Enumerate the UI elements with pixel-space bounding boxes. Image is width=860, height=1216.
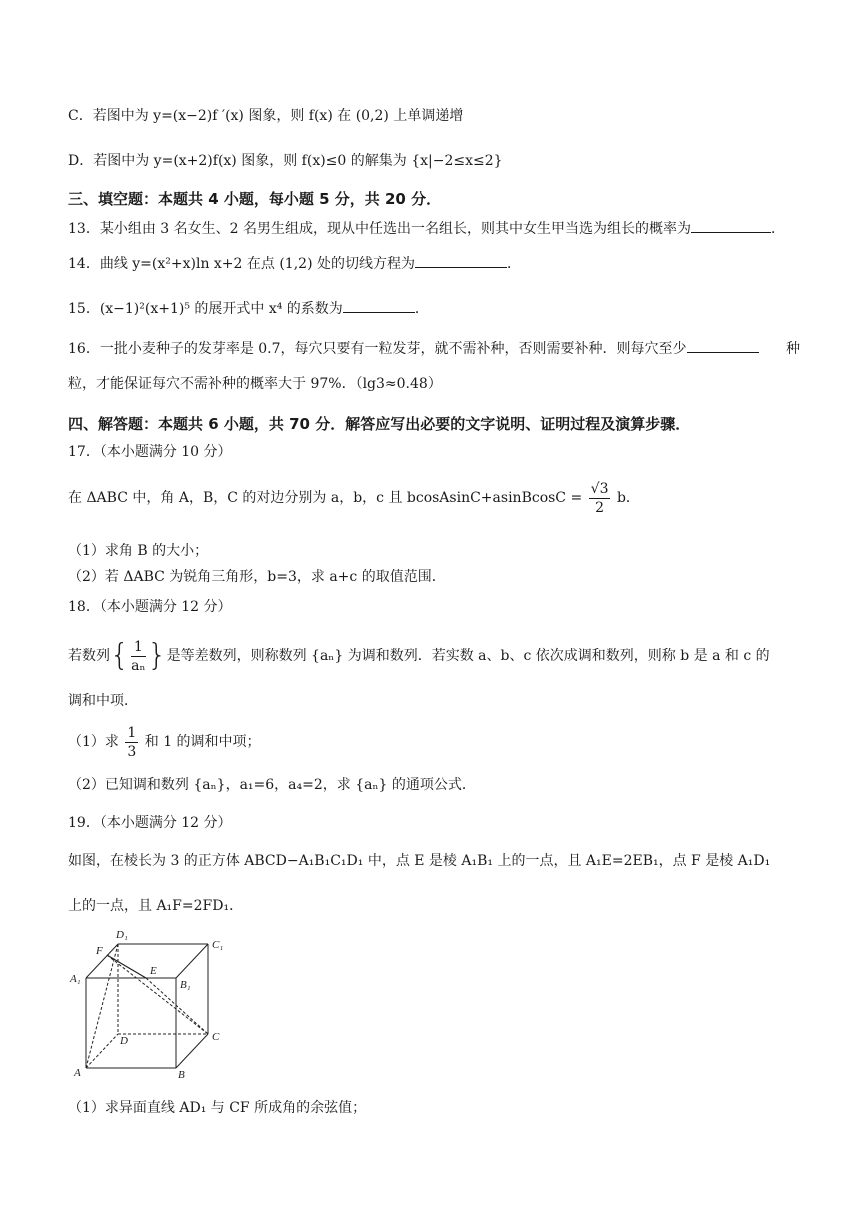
q14-text: 14．曲线 y=(x²+x)ln x+2 在点 (1,2) 处的切线方程为 [68,256,415,272]
segment-f-e [107,955,146,978]
label-d: D [120,1035,128,1047]
q18-part-1-fraction [125,724,138,761]
question-13: 13．某小组由 3 名女生、2 名男生组成，现从中任选出一名组长，则其中女生甲当选为组长的概率为 ． [68,218,800,240]
q17-stem-end: b． [616,490,640,506]
label-b1: B₁ [180,979,191,991]
cube-figure [68,926,228,1086]
q18-fraction-numerator: 1 [131,638,145,657]
q15-text: 15．(x−1)²(x+1)⁵ 的展开式中 x⁴ 的系数为 [68,301,343,317]
q18-stem-continued: 调和中项． [68,693,138,709]
edge-b1-c1 [176,944,208,978]
section-3-heading: 三、填空题：本题共 4 小题，每小题 5 分，共 20 分． [68,190,442,208]
edge-b-c [176,1034,208,1068]
q18-heading: 18．（本小题满分 12 分） [68,599,232,615]
q17-fraction [589,480,611,517]
section-4-heading: 四、解答题：本题共 6 小题，共 70 分．解答应写出必要的文字说明、证明过程及演算步骤． [68,415,691,433]
q17-fraction-numerator: √3 [590,480,609,497]
label-e: E [150,965,157,977]
q18-part-1 [68,720,800,764]
q16-text-a: 16．一批小麦种子的发芽率是 0.7，每穴只要有一粒发芽，就不需补种，否则需要补种．则每穴至少 [68,341,687,357]
segment-a-d1 [86,944,118,1068]
question-14: 14．曲线 y=(x²+x)ln x+2 在点 (1,2) 处的切线方程为 ． [68,253,800,275]
q18-part-1-denominator: 3 [127,743,137,760]
segment-f-c [107,955,208,1034]
segment-e-c [146,978,208,1034]
q18-part-1-numerator: 1 [127,724,137,741]
label-c: C [212,1031,220,1043]
q18-part-2: （2）已知调和数列 {aₙ}，a₁=6，a₄=2，求 {aₙ} 的通项公式． [68,777,476,793]
q18-stem-text-b: 是等差数列，则称数列 {aₙ} 为调和数列．若实数 a、b、c 依次成调和数列，则称 b 是 a 和 c 的 [166,648,770,664]
q19-part-1: （1）求异面直线 AD₁ 与 CF 所成角的余弦值； [68,1100,367,1116]
q17-fraction-denominator: 2 [595,499,605,516]
option-c: C．若图中为 y=(x−2)f ′(x) 图象，则 f(x) 在 (0,2) 上单调递增 [68,108,464,124]
q18-part-1-text-b: 和 1 的调和中项； [144,734,261,750]
q19-stem-line1: 如图，在棱长为 3 的正方体 ABCD−A₁B₁C₁D₁ 中，点 E 是棱 A₁B₁ 上的一点，且 A₁E=2EB₁，点 F 是棱 A₁D₁ [68,853,771,869]
label-d1: D₁ [116,929,128,941]
q15-blank [343,298,415,313]
label-a1: A₁ [70,973,81,985]
q18-fraction-denominator: aₙ [131,657,146,674]
label-b: B [178,1069,185,1081]
q16-text-b: 种 [786,341,800,357]
question-16-line2: 粒，才能保证每穴不需补种的概率大于 97%．（lg3≈0.48） [68,376,442,392]
q17-stem [68,478,800,518]
q18-fraction [131,638,145,675]
label-c1: C₁ [212,939,224,951]
q17-stem-text: 在 ΔABC 中，角 A，B，C 的对边分别为 a，b，c 且 bcosAsinC+asinBcosC = [68,490,583,506]
q17-heading: 17．（本小题满分 10 分） [68,444,232,460]
q19-stem-line2: 上的一点，且 A₁F=2FD₁． [68,898,244,914]
q18-stem [68,632,800,680]
q18-stem-text-a: 若数列 [68,648,110,664]
q18-part-1-text-a: （1）求 [68,734,119,750]
left-brace-glyph: { [110,638,130,673]
q16-blank [687,338,759,353]
q13-blank [691,218,771,233]
question-16-line1 [68,338,800,360]
question-15: 15．(x−1)²(x+1)⁵ 的展开式中 x⁴ 的系数为 ． [68,298,800,320]
option-d: D．若图中为 y=(x+2)f(x) 图象，则 f(x)≤0 的解集为 {x|−2≤x≤2} [68,153,503,169]
q17-part-2: （2）若 ΔABC 为锐角三角形，b=3，求 a+c 的取值范围． [68,569,446,585]
label-f: F [96,945,103,957]
q19-heading: 19．（本小题满分 12 分） [68,815,232,831]
label-a: A [74,1067,81,1079]
q14-blank [415,253,507,268]
right-brace-glyph: } [147,638,167,673]
q13-text: 13．某小组由 3 名女生、2 名男生组成，现从中任选出一名组长，则其中女生甲当选为组长的概率为 [68,221,691,237]
q17-part-1: （1）求角 B 的大小； [68,543,209,559]
